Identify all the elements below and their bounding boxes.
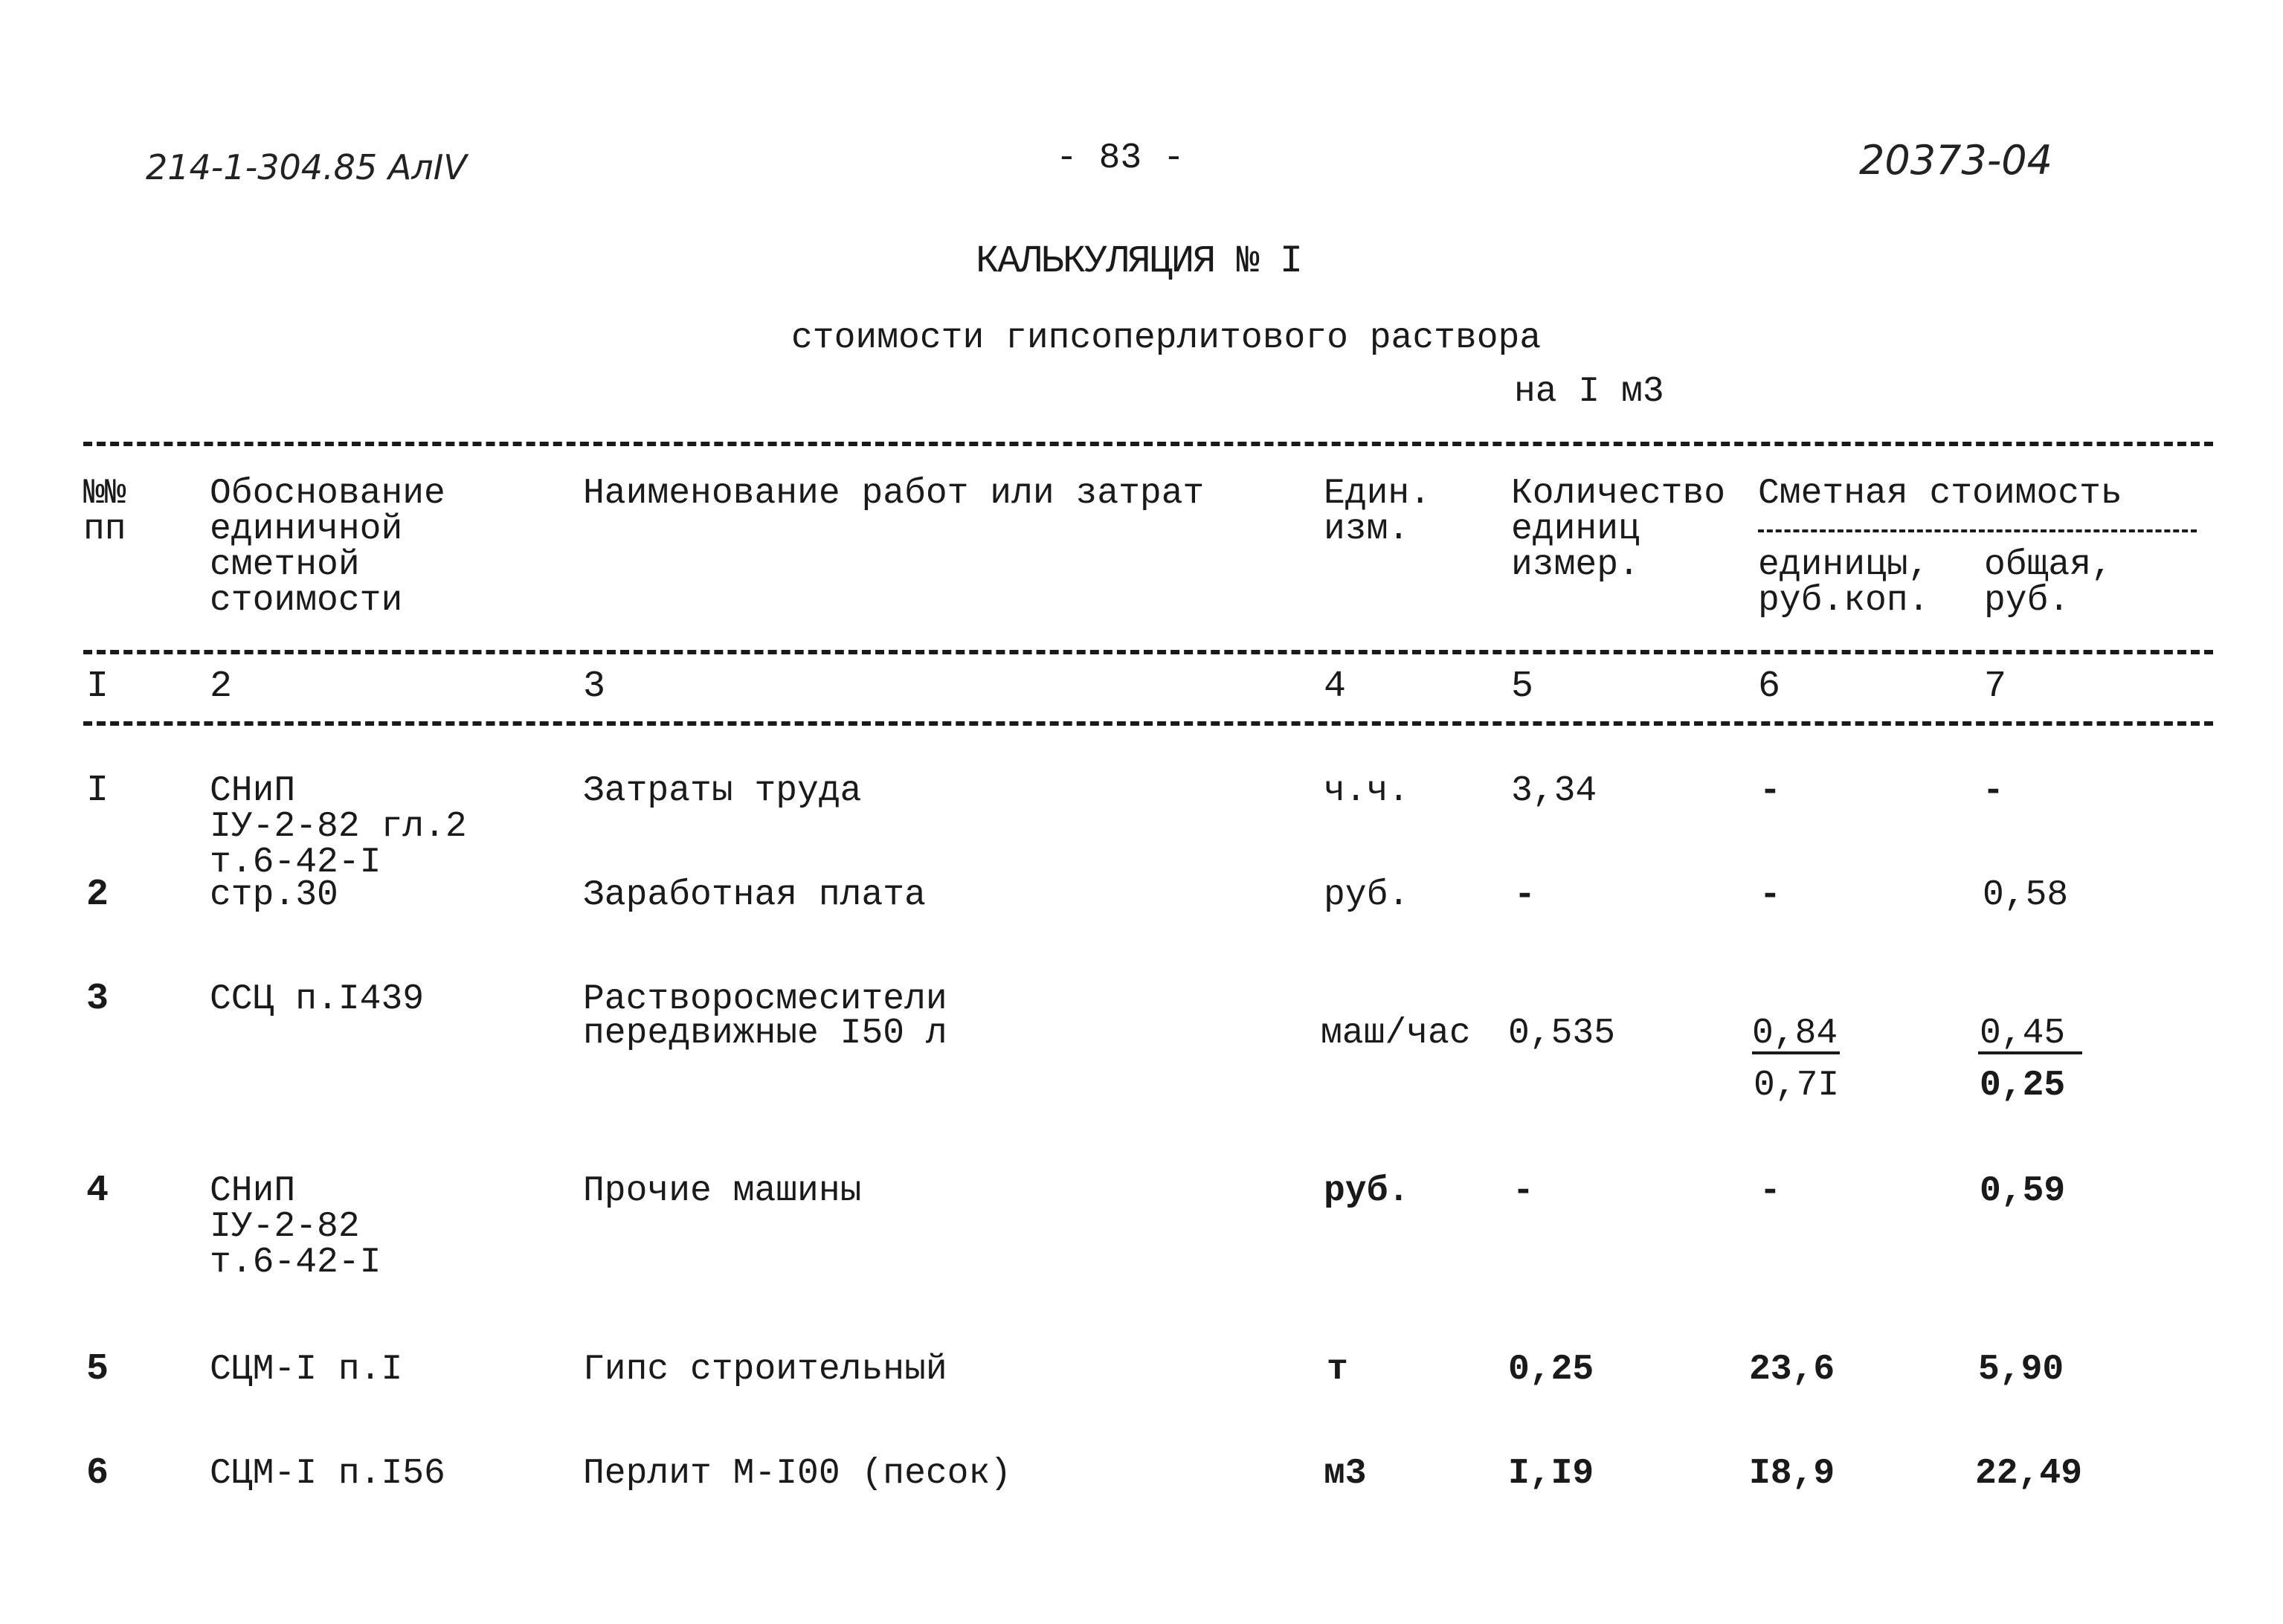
header-cost-unit-line2: руб.коп. <box>1758 581 1930 621</box>
row-qty: 3,34 <box>1511 771 1597 811</box>
row-unit: т <box>1327 1350 1348 1390</box>
row-qty: - <box>1513 1171 1534 1211</box>
row-name-line: передвижные I50 л <box>583 1014 947 1054</box>
header-basis-line4: стоимости <box>210 581 403 621</box>
row-cost-total-numerator: 0,45 <box>1980 1014 2066 1054</box>
row-basis-line: т.6-42-I <box>210 842 381 883</box>
inventory-number: 20373-04 <box>1859 137 2052 184</box>
row-num: 4 <box>86 1170 109 1212</box>
row-qty: I,I9 <box>1508 1454 1594 1494</box>
document-code: 214-1-304.85 АлIV <box>146 147 467 187</box>
row-basis-line: IУ-2-82 гл.2 <box>210 807 467 847</box>
per-unit-note: на I м3 <box>1514 372 1664 412</box>
row-num: 2 <box>86 874 109 916</box>
header-bottom-rule <box>83 650 2213 654</box>
row-num: 5 <box>86 1348 109 1391</box>
header-basis-line1: Обоснование <box>210 474 445 514</box>
row-basis-line: стр.30 <box>210 875 338 915</box>
fraction-line <box>1978 1051 2082 1054</box>
row-cost-total: 0,58 <box>1983 875 2069 915</box>
row-name: Гипс строительный <box>583 1350 947 1390</box>
row-name: Заработная плата <box>583 875 926 915</box>
row-qty: - <box>1514 875 1536 915</box>
column-number: 2 <box>210 666 233 708</box>
row-cost-total: 5,90 <box>1978 1350 2064 1390</box>
row-cost-unit-denominator: 0,7I <box>1754 1066 1840 1106</box>
row-basis-line: СНиП <box>210 771 296 811</box>
row-unit: маш/час <box>1321 1014 1471 1054</box>
cost-group-rule <box>1758 529 2197 532</box>
row-qty: 0,25 <box>1508 1350 1594 1390</box>
row-basis-line: ССЦ п.I439 <box>210 979 425 1019</box>
row-cost-total: 0,59 <box>1980 1171 2066 1211</box>
column-number: 6 <box>1758 666 1781 708</box>
header-qty-line2: единиц <box>1511 509 1640 550</box>
header-num-line1: №№ <box>83 474 126 514</box>
table-top-rule <box>83 442 2213 446</box>
header-unit-line2: изм. <box>1324 509 1410 550</box>
row-cost-unit: I8,9 <box>1749 1454 1835 1494</box>
row-cost-unit: - <box>1759 1171 1781 1211</box>
column-number: 4 <box>1324 666 1347 708</box>
column-numbers-rule <box>83 721 2213 726</box>
row-name: Прочие машины <box>583 1171 862 1211</box>
header-qty-line1: Количество <box>1511 474 1726 514</box>
row-name-line: Растворосмесители <box>583 979 947 1019</box>
header-cost-group: Сметная стоимость <box>1758 474 2122 514</box>
header-cost-total-line2: руб. <box>1984 581 2070 621</box>
row-unit: руб. <box>1324 1171 1410 1211</box>
row-cost-unit: 23,6 <box>1749 1350 1835 1390</box>
row-cost-total: 22,49 <box>1975 1454 2083 1494</box>
row-name: Перлит М-I00 (песок) <box>583 1454 1012 1494</box>
row-basis-line: т.6-42-I <box>210 1243 381 1283</box>
row-cost-total: - <box>1983 771 2004 811</box>
row-num: 3 <box>86 978 109 1020</box>
header-name: Наименование работ или затрат <box>583 474 1205 514</box>
header-cost-total-line1: общая, <box>1984 545 2113 585</box>
header-cost-unit-line1: единицы, <box>1758 545 1930 585</box>
column-number: 3 <box>583 666 606 708</box>
column-number: 5 <box>1511 666 1534 708</box>
fraction-line <box>1752 1051 1840 1054</box>
header-qty-line3: измер. <box>1511 545 1640 585</box>
header-num-line2: пп <box>83 509 126 550</box>
column-number: I <box>86 666 109 708</box>
header-basis-line2: единичной <box>210 509 403 550</box>
row-basis-line: СЦМ-I п.I <box>210 1350 403 1390</box>
row-unit: руб. <box>1324 875 1410 915</box>
row-unit: м3 <box>1324 1454 1367 1494</box>
header-basis-line3: сметной <box>210 545 360 585</box>
row-num: 6 <box>86 1452 109 1495</box>
page-title: КАЛЬКУЛЯЦИЯ № I <box>976 239 1302 283</box>
row-num: I <box>86 770 109 812</box>
row-cost-unit: - <box>1759 771 1781 811</box>
row-unit: ч.ч. <box>1324 771 1410 811</box>
row-qty: 0,535 <box>1508 1014 1616 1054</box>
row-cost-unit-numerator: 0,84 <box>1752 1014 1838 1054</box>
column-number: 7 <box>1984 666 2007 708</box>
page-subtitle: стоимости гипсоперлитового раствора <box>791 318 1542 358</box>
row-basis-line: IУ-2-82 <box>210 1207 360 1247</box>
header-unit-line1: Един. <box>1324 474 1432 514</box>
row-basis-line: СЦМ-I п.I56 <box>210 1454 445 1494</box>
row-basis-line: СНиП <box>210 1171 296 1211</box>
row-name: Затраты труда <box>583 771 862 811</box>
row-cost-total-denominator: 0,25 <box>1980 1066 2066 1106</box>
page-number: - 83 - <box>1056 138 1185 178</box>
row-cost-unit: - <box>1759 875 1781 915</box>
